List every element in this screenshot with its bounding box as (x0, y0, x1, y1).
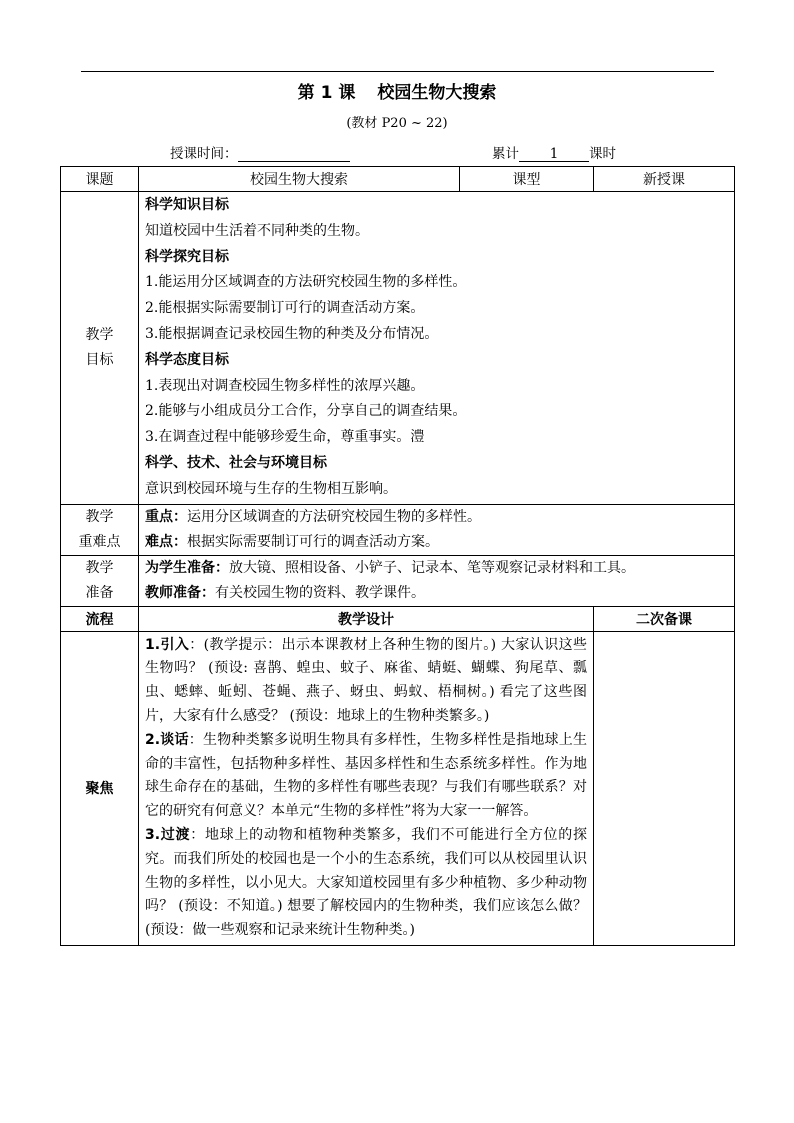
objectives-row (61, 192, 735, 505)
objective-line: 知道校园中生活着不同种类的生物。 (145, 222, 369, 239)
type-value: 新授课 (594, 167, 735, 192)
difficult-point: 难点：根据实际需要制订可行的调查活动方案。 (145, 533, 439, 550)
lesson-plan-table (60, 166, 735, 946)
preparation-content (139, 555, 735, 606)
objective-line: 2.能够与小组成员分工合作，分享自己的调查结果。 (145, 403, 467, 420)
stage-label: 聚焦 (61, 631, 139, 945)
second-prep-label: 二次备课 (594, 606, 735, 631)
class-time-blank (238, 146, 350, 162)
student-preparation: 为学生准备：放大镜、照相设备、小铲子、记录本、笔等观察记录材料和工具。 (145, 559, 635, 576)
key-points-content (139, 504, 735, 555)
objective-line: 3.在调查过程中能够珍爱生命，尊重事实。澧 (145, 429, 425, 446)
total-value: 1 (519, 146, 589, 162)
type-label: 课型 (460, 167, 594, 192)
flow-header-row (61, 606, 735, 631)
objective-line: 1.能运用分区域调查的方法研究校园生物的多样性。 (145, 274, 467, 291)
class-time-label: 授课时间： (170, 146, 238, 162)
page-title (0, 78, 794, 103)
second-prep-content (594, 631, 735, 945)
key-point: 重点：运用分区域调查的方法研究校园生物的多样性。 (145, 508, 481, 525)
teacher-preparation: 教师准备：有关校园生物的资料、教学课件。 (145, 584, 425, 601)
key-points-row (61, 504, 735, 555)
objectives-label: 教学 目标 (61, 192, 139, 505)
objective-line: 2.能根据实际需要制订可行的调查活动方案。 (145, 300, 425, 317)
flow-label: 流程 (61, 606, 139, 631)
class-time (170, 142, 350, 162)
topic-value: 校园生物大搜索 (139, 167, 460, 192)
top-rule (81, 71, 714, 72)
topic-label: 课题 (61, 167, 139, 192)
total-hours (492, 142, 616, 162)
total-unit: 课时 (589, 146, 616, 162)
objective-line: 1.表现出对调查校园生物多样性的浓厚兴趣。 (145, 377, 425, 394)
objective-heading: 科学探究目标 (145, 248, 229, 265)
design-label: 教学设计 (139, 606, 594, 631)
topic-row (61, 167, 735, 192)
objectives-content (139, 192, 735, 505)
objective-line: 意识到校园环境与生存的生物相互影响。 (145, 480, 397, 497)
design-content (139, 631, 594, 945)
total-label: 累计 (492, 146, 519, 162)
title-name: 校园生物大搜索 (377, 83, 497, 103)
key-points-label: 教学 重难点 (61, 504, 139, 555)
design-step-transition: 3.过渡：地球上的动物和植物种类繁多，我们不可能进行全方位的探究。而我们所处的校园也是一个小的生态系统，我们可以从校园里认识生物的多样性，以小见大。大家知道校园里有多少种植物、多少种动物吗？ (预设：不知道。) 想要了解校园内的生物种类，我们应该怎么做？ (预设：做一些观察和记录来统计生物种类。) (145, 826, 588, 939)
design-step-talk: 2.谈话：生物种类繁多说明生物具有多样性，生物多样性是指地球上生命的丰富性，包括物种多样性、基因多样性和生态系统多样性。作为地球生命存在的基础，生物的多样性有哪些表现？与我们有哪些联系？对它的研究有何意义？本单元“生物的多样性”将为大家一一解答。 (145, 731, 588, 820)
objective-line: 3.能根据调查记录校园生物的种类及分布情况。 (145, 325, 439, 342)
preparation-row (61, 555, 735, 606)
title-lesson: 第 1 课 (297, 83, 356, 103)
design-step-intro: 1.引入：(教学提示：出示本课教材上各种生物的图片。) 大家认识这些生物吗？ (预设: 喜鹊、蝗虫、蚊子、麻雀、蜻蜓、蝴蝶、狗尾草、瓢虫、蟋蟀、蚯蚓、苍蝇、燕子、蚜虫、蚂蚁、梧桐树。) 看完了这些图片，大家有什么感受？ (预设：地球上的生物种类繁多。) (145, 636, 588, 724)
page-subtitle: (教材 P20 ~ 22) (346, 116, 448, 131)
focus-row (61, 631, 735, 945)
objective-heading: 科学态度目标 (145, 351, 229, 368)
objective-heading: 科学、技术、社会与环境目标 (145, 454, 327, 471)
preparation-label: 教学 准备 (61, 555, 139, 606)
objective-heading: 科学知识目标 (145, 197, 229, 213)
